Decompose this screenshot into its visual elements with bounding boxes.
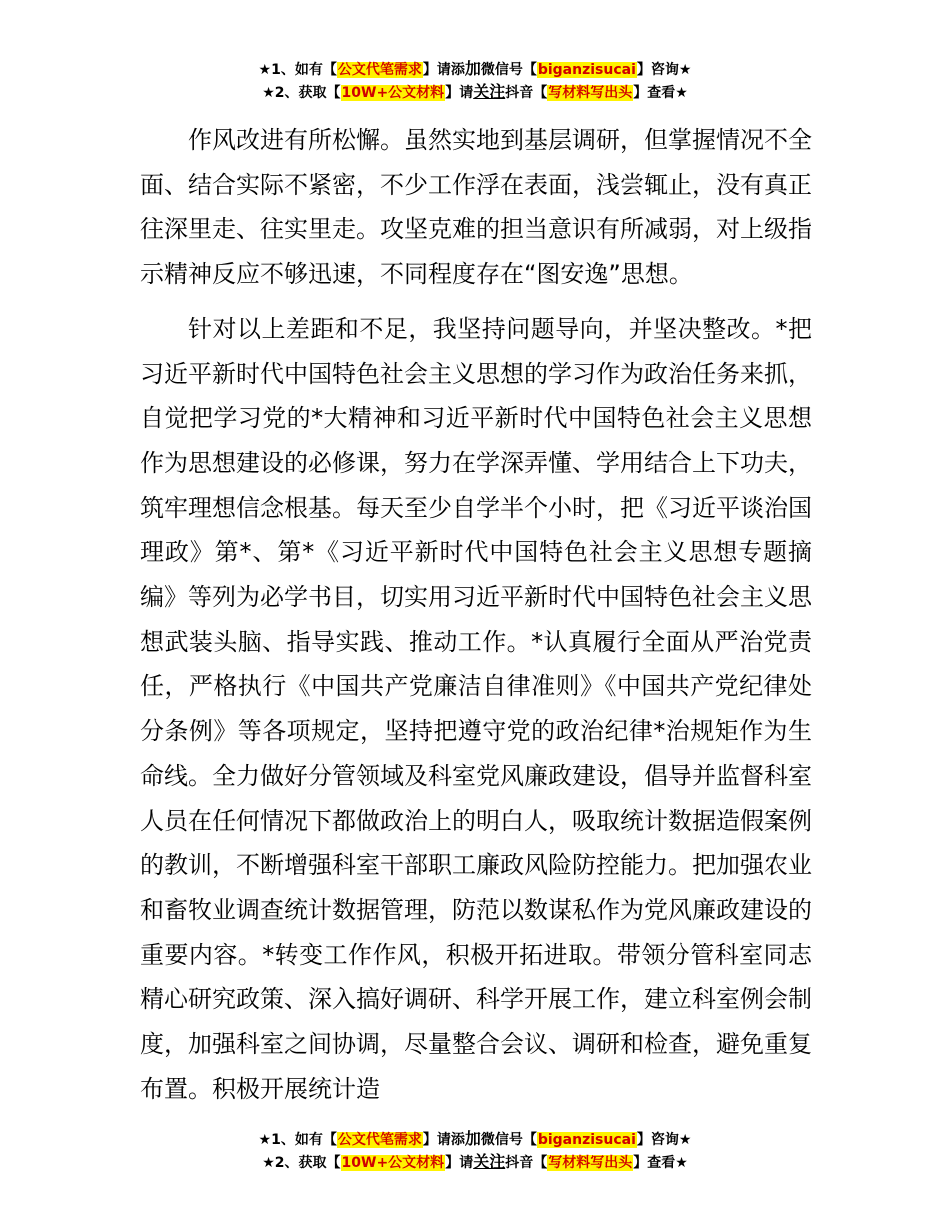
- banner-line-1: [0, 1128, 950, 1151]
- banner-text: 1、如有: [271, 1132, 323, 1148]
- banner-emphasis: 加: [464, 1129, 481, 1148]
- banner-emphasis: 加: [464, 59, 481, 78]
- highlight-douyin-account: 写材料写出头: [548, 1155, 633, 1171]
- banner-text: 2、获取: [274, 1155, 327, 1171]
- bracket: 】: [445, 1155, 460, 1171]
- bracket: 】: [633, 1155, 648, 1171]
- banner-line-1: [0, 58, 950, 81]
- highlight-materials: 10W+公文材料: [341, 85, 445, 101]
- paragraph-2: 针对以上差距和不足，我坚持问题导向，并坚决整改。*把习近平新时代中国特色社会主义思想的学习作为政治任务来抓，自觉把学习党的*大精神和习近平新时代中国特色社会主义思想作为思想建设的必修课，努力在学深弄懂、学用结合上下功夫，筑牢理想信念根基。每天至少自学半个小时，把《习近平谈治国理政》第*、第*《习近平新时代中国特色社会主义思想专题摘编》等列为必学书目，切实用习近平新时代中国特色社会主义思想武装头脑、指导实践、推动工作。*认真履行全面从严治党责任，严格执行《中国共产党廉洁自律准则》《中国共产党纪律处分条例》等各项规定，坚持把遵守党的政治纪律*治规矩作为生命线。全力做好分管领域及科室党风廉政建设，倡导并监督科室人员在任何情况下都做政治上的明白人，吸取统计数据造假案例的教训，不断增强科室干部职工廉政风险防控能力。把加强农业和畜牧业调查统计数据管理，防范以数谋私作为党风廉政建设的重要内容。*转变工作作风，积极开拓进取。带领分管科室同志精心研究政策、深入搞好调研、科学开展工作，建立科室例会制度，加强科室之间协调，尽量整合会议、调研和检查，避免重复布置。积极开展统计造: [140, 314, 812, 1103]
- banner-line-2: [0, 1151, 950, 1174]
- bracket: 】: [636, 62, 651, 78]
- banner-text: 抖音: [505, 85, 534, 101]
- highlight-wechat-id: biganzisucai: [537, 62, 636, 78]
- bracket: 【: [522, 62, 537, 78]
- star-icon: ★: [678, 62, 692, 78]
- bracket: 【: [322, 1132, 337, 1148]
- document-body: [140, 118, 812, 1111]
- banner-text: 1、如有: [271, 62, 323, 78]
- star-icon: ★: [678, 1132, 692, 1148]
- star-icon: ★: [675, 1155, 688, 1171]
- bracket: 【: [533, 1155, 548, 1171]
- banner-text: 微信号: [480, 62, 523, 78]
- bracket: 【: [326, 85, 341, 101]
- banner-emphasis: 关注: [473, 82, 506, 101]
- star-icon: ★: [675, 85, 688, 101]
- header-banner: [0, 58, 950, 104]
- bracket: 【: [522, 1132, 537, 1148]
- banner-text: 请添: [436, 1132, 465, 1148]
- bracket: 【: [533, 85, 548, 101]
- paragraph-1: 作风改进有所松懈。虽然实地到基层调研，但掌握情况不全面、结合实际不紧密，不少工作浮在表面，浅尝辄止，没有真正往深里走、往实里走。攻坚克难的担当意识有所减弱，对上级指示精神反应不够迅速，不同程度存在“图安逸”思想。: [140, 126, 812, 289]
- banner-text: 请: [459, 1155, 474, 1171]
- banner-line-2: [0, 81, 950, 104]
- banner-text: 2、获取: [274, 85, 327, 101]
- highlight-wechat-id: biganzisucai: [537, 1132, 636, 1148]
- highlight-douyin-account: 写材料写出头: [548, 85, 633, 101]
- banner-text: 咨询: [650, 1132, 679, 1148]
- banner-text: 请添: [436, 62, 465, 78]
- bracket: 】: [636, 1132, 651, 1148]
- star-icon: ★: [262, 85, 275, 101]
- bracket: 】: [445, 85, 460, 101]
- bracket: 【: [322, 62, 337, 78]
- banner-text: 查看: [647, 85, 676, 101]
- star-icon: ★: [258, 62, 272, 78]
- banner-text: 抖音: [505, 1155, 534, 1171]
- banner-text: 查看: [647, 1155, 676, 1171]
- banner-text: 咨询: [650, 62, 679, 78]
- bracket: 】: [633, 85, 648, 101]
- footer-banner: [0, 1128, 950, 1174]
- bracket: 】: [422, 1132, 437, 1148]
- star-icon: ★: [262, 1155, 275, 1171]
- banner-emphasis: 关注: [473, 1152, 506, 1171]
- highlight-materials: 10W+公文材料: [341, 1155, 445, 1171]
- bracket: 【: [326, 1155, 341, 1171]
- highlight-service: 公文代笔需求: [337, 1132, 422, 1148]
- bracket: 】: [422, 62, 437, 78]
- highlight-service: 公文代笔需求: [337, 62, 422, 78]
- star-icon: ★: [258, 1132, 272, 1148]
- banner-text: 请: [459, 85, 474, 101]
- banner-text: 微信号: [480, 1132, 523, 1148]
